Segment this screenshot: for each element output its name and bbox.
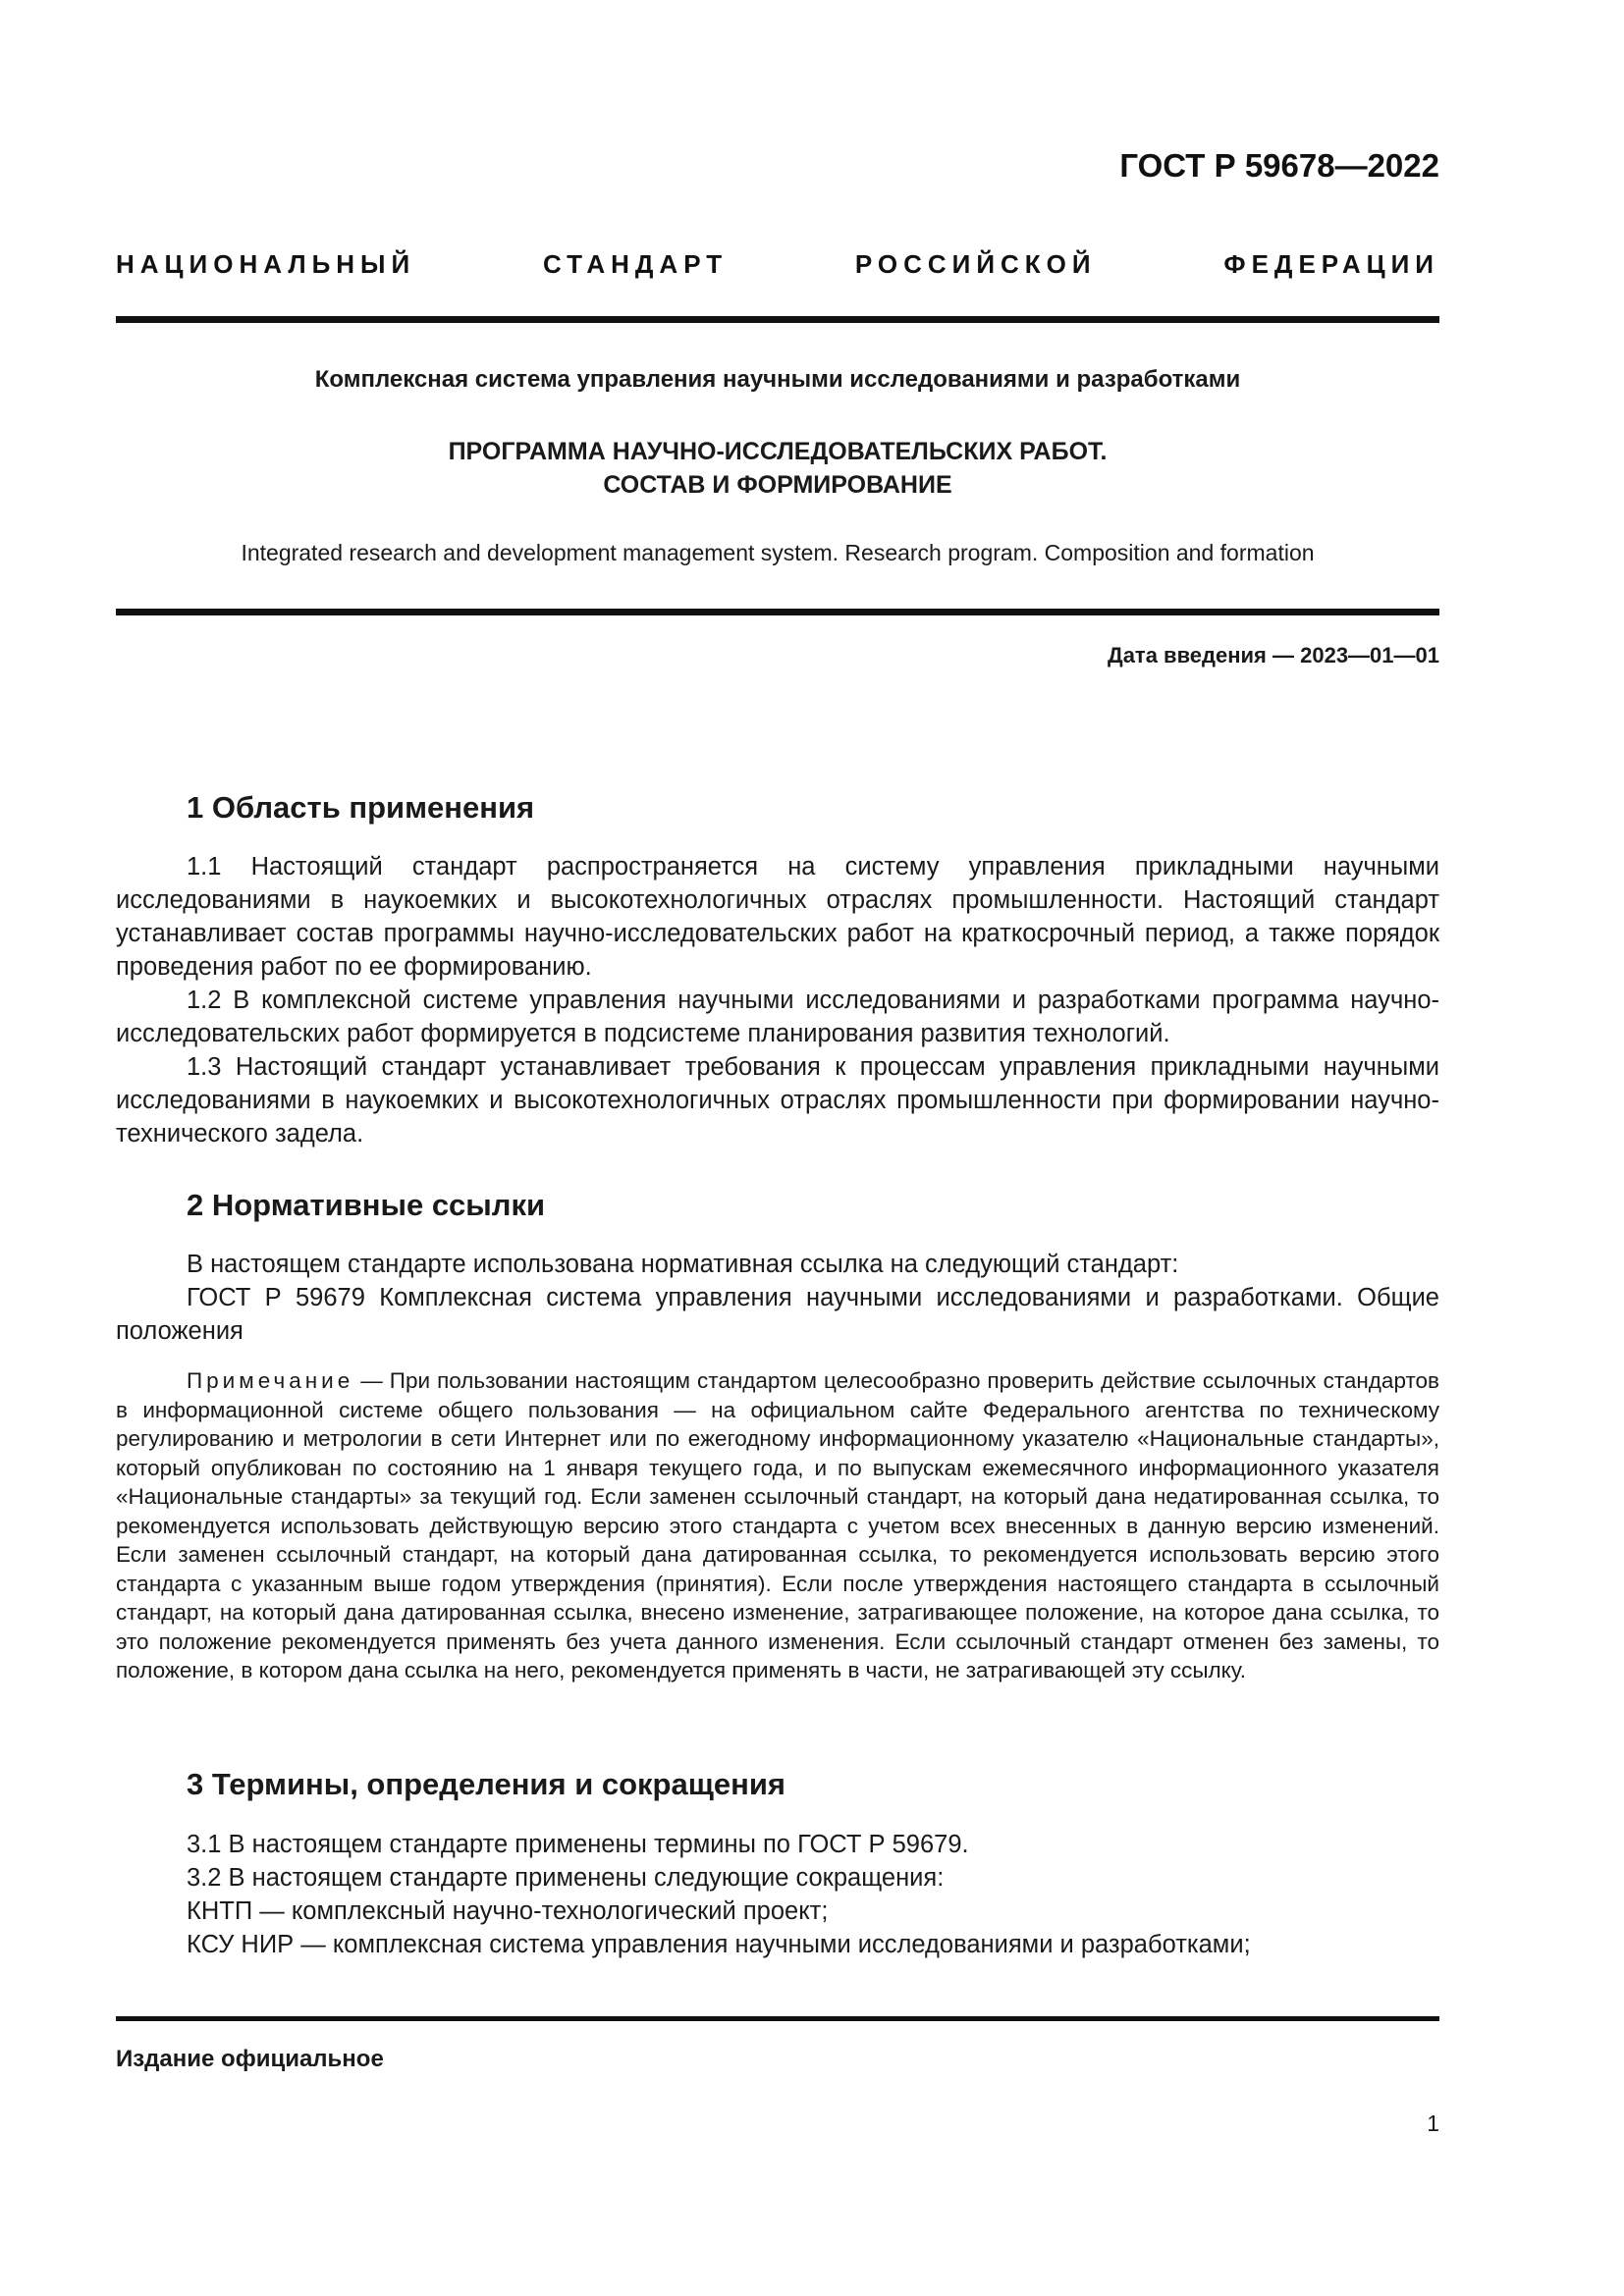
title-divider — [116, 609, 1439, 615]
abbreviation-kntp: КНТП — комплексный научно-технологический проект; — [187, 1897, 829, 1925]
standard-title-english: Integrated research and development management system. Research program. Composition and formation — [241, 540, 1315, 565]
introduction-date: Дата введения — 2023—01—01 — [1108, 643, 1439, 667]
paragraph-3-2: 3.2 В настоящем стандарте применены следующие сокращения: — [187, 1864, 945, 1892]
paragraph-3-1: 3.1 В настоящем стандарте применены термины по ГОСТ Р 59679. — [187, 1831, 969, 1858]
section-2-heading: 2 Нормативные ссылки — [187, 1188, 546, 1222]
section-1-heading: 1 Область применения — [187, 790, 535, 825]
note-text: — При пользовании настоящим стандартом целесообразно проверить действие ссылочных стандартов в информационной системе общего пользования — на официальном сайте Федерального агентства по техническому регулированию и метрологии в сети Интернет или по ежегодному информационному указателю «Национальные стандарты», который опубликован по состоянию на 1 января текущего года, и по выпускам ежемесячного информационного указателя «Национальные стандарты» за текущий год. Если заменен ссылочный стандарт, на который дана недатированная ссылка, то рекомендуется использовать действующую версию этого стандарта с учетом всех внесенных в данную версию изменений. Если заменен ссылочный стандарт, на который дана датированная ссылка, то рекомендуется использовать версию этого стандарта с указанным выше годом утверждения (принятия). Если после утверждения настоящего стандарта в ссылочный стандарт, на который дана датированная ссылка, внесено изменение, затрагивающее положение, на которое дана ссылка, то это положение рекомендуется применять без учета данного изменения. Если ссылочный стандарт отменен без замены, то положение, в котором дана ссылка на него, рекомендуется применять в части, не затрагивающей эту ссылку. — [116, 1368, 1439, 1682]
standard-series-title: Комплексная система управления научными исследованиями и разработками — [314, 366, 1241, 393]
header-divider — [116, 316, 1439, 323]
document-code: ГОСТ Р 59678—2022 — [1119, 147, 1439, 184]
page-number: 1 — [1427, 2110, 1439, 2136]
paragraph-1-3: 1.3 Настоящий стандарт устанавливает требования к процессам управления прикладными научными исследованиями в наукоемких и высокотехнологичных отраслях промышленности при формировании научно-технического задела. — [116, 1053, 1439, 1148]
abbreviation-ksu-nir: КСУ НИР — комплексная система управления научными исследованиями и разработками; — [187, 1931, 1251, 1958]
standard-title-line-1: ПРОГРАММА НАУЧНО-ИССЛЕДОВАТЕЛЬСКИХ РАБОТ. — [448, 438, 1108, 465]
section-3-heading: 3 Термины, определения и сокращения — [187, 1767, 785, 1801]
paragraph-1-2: 1.2 В комплексной системе управления научными исследованиями и разработками программа научно-исследовательских работ формируется в подсистеме планирования развития технологий. — [116, 987, 1439, 1047]
standard-title-line-2: СОСТАВ И ФОРМИРОВАНИЕ — [603, 471, 952, 499]
paragraph-1-1: 1.1 Настоящий стандарт распространяется на систему управления прикладными научными исследованиями в наукоемких и высокотехнологичных отраслях промышленности. Настоящий стандарт устанавливает состав программы научно-исследовательских работ на краткосрочный период, а также порядок проведения работ по ее формированию. — [116, 853, 1439, 981]
national-standard-banner: НАЦИОНАЛЬНЫЙ СТАНДАРТ РОССИЙСКОЙ ФЕДЕРАЦИИ — [116, 249, 1439, 279]
paragraph-2-intro: В настоящем стандарте использована нормативная ссылка на следующий стандарт: — [187, 1251, 1179, 1278]
standard-title — [116, 435, 1439, 502]
official-edition-label: Издание официальное — [116, 2046, 384, 2072]
footer-divider — [116, 2016, 1439, 2021]
note-label: Примечание — [187, 1368, 354, 1393]
paragraph-2-reference: ГОСТ Р 59679 Комплексная система управления научными исследованиями и разработками. Общие положения — [116, 1284, 1439, 1345]
note-paragraph — [116, 1366, 1439, 1685]
